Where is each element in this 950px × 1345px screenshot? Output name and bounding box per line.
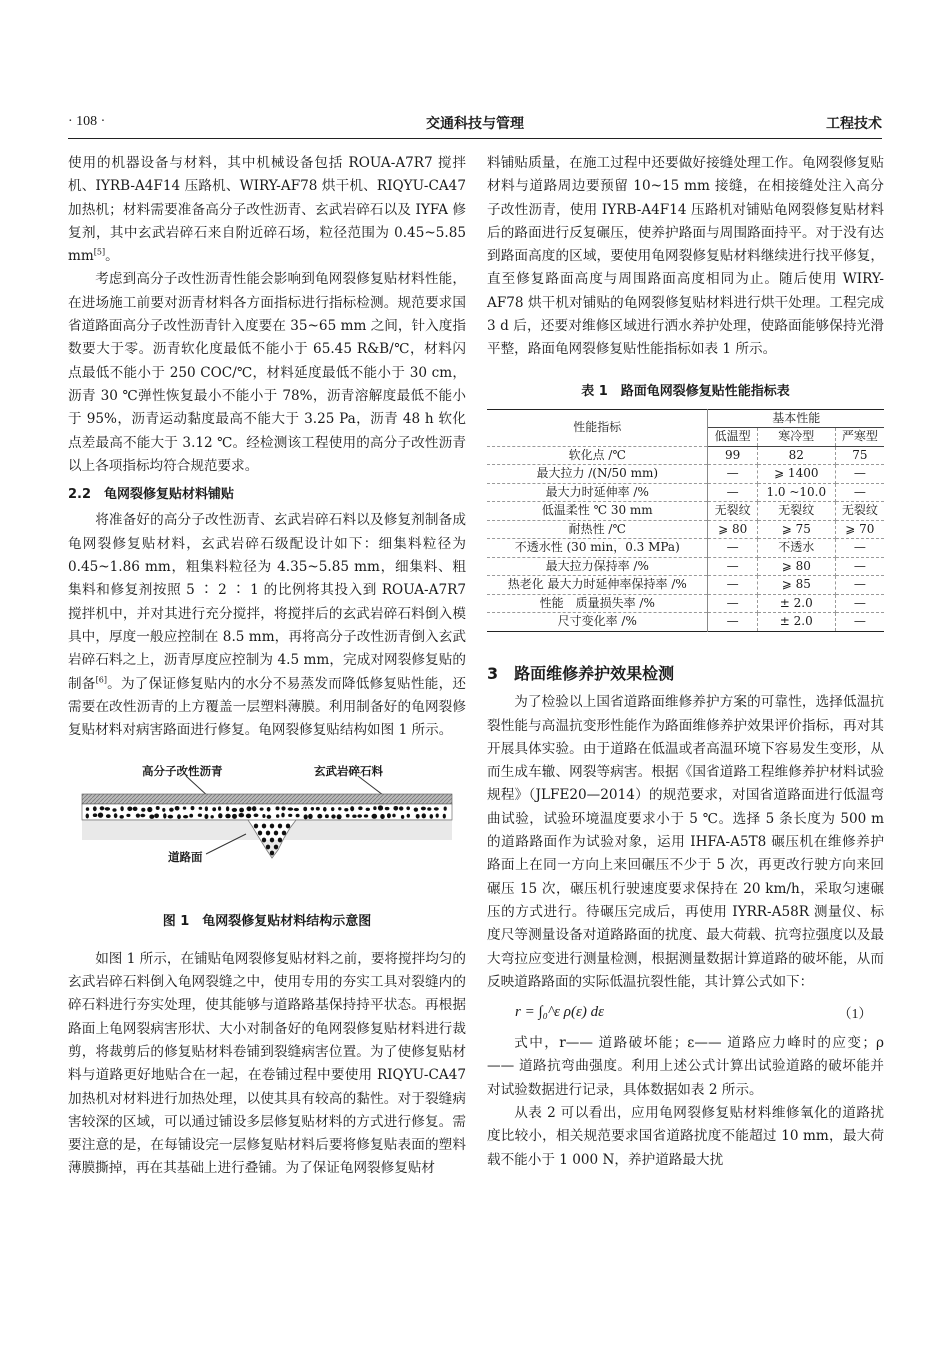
formula-1 [487, 998, 884, 1028]
gravel-stone [316, 807, 320, 811]
cell: — [835, 594, 884, 613]
cell-name: 性能 质量损失率 /% [487, 594, 708, 613]
cell: ⩾ 1400 [757, 465, 835, 484]
crack-stone [266, 845, 270, 850]
cell: — [835, 576, 884, 595]
gravel-stone [149, 815, 154, 819]
cell: — [708, 557, 757, 576]
gravel-stone [247, 807, 252, 812]
gravel-stone [276, 815, 279, 819]
gravel-stone [406, 807, 410, 811]
table-row [487, 576, 884, 595]
table-row [487, 594, 884, 613]
gravel-stone [308, 814, 313, 819]
paragraph: 考虑到高分子改性沥青性能会影响到龟网裂修复贴材料性能，在进场施工前要对沥青材料各方面指标进行指标检测。规范要求国省道路面高分子改性沥青针入度要在 35~65 mm 之间，针入度指数要大于零。沥青软化度最低不能小于 65.45 R&B/℃，材料闪点最低不能小于 250 COC/℃，材料延度最低不能小于 30 cm，沥青 30 ℃弹性恢复最小不能小于 78%，沥青溶解度最低不能小于 95%，沥青运动黏度最高不能大于 3.25 Pa，沥青 48 h 软化点差最高不能大于 3.12 ℃。经检测该工程使用的高分子改性沥青以上各项指标均符合规范要求。 [68, 271, 466, 474]
gravel-stone [246, 814, 251, 819]
gravel-stone [387, 814, 391, 819]
gravel-stone [444, 807, 447, 811]
section-heading: 3 路面维修养护效果检测 [487, 663, 675, 683]
gravel-stone [163, 814, 166, 819]
gravel-stone [364, 815, 368, 818]
paragraph-text: 使用的机器设备与材料，其中机械设备包括 ROUA-A7R7 搅拌机、IYRB-A4F14 压路机、WIRY-AF78 烘干机、RIQYU-CA47 加热机；材料需要准备高分子改性沥青、玄武岩碎石以及 IYFA 修复剂，其中玄武岩碎石来自附近碎石场，粒径范围为 0.45~5.85 mm [68, 155, 466, 265]
gravel-stone [211, 816, 214, 819]
gravel-stone [93, 807, 97, 812]
table-row [487, 557, 884, 576]
gravel-stone [126, 814, 130, 817]
crack-stone [270, 838, 274, 843]
paragraph: 如图 1 所示，在铺贴龟网裂修复贴材料之前，要将搅拌均匀的玄武岩碎石料倒入龟网裂缝之中，使用专用的夯实工具对裂缝内的碎石料进行夯实处理，使其能够与道路路基保持持平状态。再根据路面上龟网裂病害形状、大小对制备好的龟网裂修复贴材料进行裁剪，将裁剪后的修复贴材料卷铺到裂缝病害位置。为了使修复贴材料与道路更好地贴合在一起，在卷铺过程中要使用 RIQYU-CA47 加热机对材料进行加热处理，以使其具有较高的黏性。对于裂缝病害较深的区域，可以通过铺设多层修复贴材料的方式进行修复。需要注意的是，在每铺设完一层修复贴材料后要将修复贴表面的塑料薄膜撕掉，再在其基础上进行叠铺。为了保证龟网裂修复贴材 [68, 950, 466, 1177]
cell: — [835, 557, 884, 576]
gravel-stone [380, 814, 385, 819]
gravel-stone [422, 814, 426, 819]
gravel-stone [100, 807, 105, 811]
performance-table [487, 409, 884, 632]
gravel-stone [162, 808, 165, 812]
gravel-stone [366, 808, 370, 811]
asphalt-layer [82, 794, 452, 804]
gravel-stone [331, 815, 335, 819]
gravel-stone [120, 815, 124, 819]
cell-name: 热老化 最大力时延伸率保持率 /% [487, 576, 708, 595]
gravel-stone [338, 808, 341, 811]
gravel-stone [276, 807, 280, 811]
formula-number: （1） [838, 1006, 872, 1022]
table-row [487, 483, 884, 502]
paragraph: 从表 2 可以看出，应用龟网裂修复贴材料维修氧化的道路扰度比较小，相关规范要求国省道路扰度不能超过 10 mm，最大荷载不能小于 1 000 N，养护道路最大扰 [487, 1105, 884, 1168]
cell-name: 尺寸变化率 /% [487, 613, 708, 632]
gravel-stone [416, 814, 420, 819]
cell: 82 [757, 446, 835, 465]
gravel-stone [436, 814, 439, 818]
gravel-stone [141, 808, 145, 812]
paragraph [68, 152, 466, 268]
gravel-stone [156, 806, 160, 810]
gravel-stone [267, 815, 272, 819]
gravel-stone [218, 814, 222, 819]
gravel-stone [127, 807, 132, 812]
table-row [487, 520, 884, 539]
gravel-stone [86, 814, 89, 819]
cell: ⩾ 70 [835, 520, 884, 539]
gravel-stone [154, 814, 159, 819]
label-road-surface: 道路面 [168, 850, 203, 865]
gravel-stone [331, 808, 334, 812]
gravel-stone [294, 808, 299, 811]
cell-name: 最大拉力保持率 /% [487, 557, 708, 576]
gravel-stone [337, 815, 342, 820]
formula-expression: r = ∫₀^ε ρ(ε) dε [515, 1004, 605, 1021]
gravel-stone [177, 815, 181, 820]
figure-1 [68, 754, 466, 904]
gravel-stone [262, 814, 265, 818]
page-number: · 108 · [68, 114, 106, 129]
gravel-stone [427, 808, 431, 812]
gravel-stone [392, 814, 395, 818]
gravel-stone [399, 807, 403, 811]
header-severe-cold: 严寒型 [835, 428, 884, 447]
gravel-stone [323, 807, 327, 812]
gravel-stone [169, 808, 174, 812]
gravel-stone [218, 807, 221, 811]
label-asphalt: 高分子改性沥青 [142, 764, 223, 779]
gravel-stone [86, 808, 89, 812]
gravel-stone [325, 815, 329, 819]
cell: — [708, 613, 757, 632]
cell-name: 最大力时延伸率 /% [487, 483, 708, 502]
gravel-stone [303, 807, 307, 811]
gravel-stone [414, 808, 418, 812]
paragraph-text: 。 [105, 248, 119, 265]
crack-stone [258, 831, 262, 836]
gravel-stone [378, 806, 383, 811]
header-low-temp: 低温型 [708, 428, 757, 447]
gravel-stone [317, 814, 322, 819]
header-indicator: 性能指标 [487, 409, 708, 446]
crack-stone [254, 824, 258, 829]
cell-name: 耐热性 /℃ [487, 520, 708, 539]
gravel-stone [260, 808, 264, 811]
cell-name: 最大拉力 /(N/50 mm) [487, 465, 708, 484]
gravel-stone [226, 807, 229, 812]
gravel-stone [311, 807, 314, 811]
cell: — [835, 465, 884, 484]
cell: ± 2.0 [757, 613, 835, 632]
crack-stone [274, 831, 278, 836]
gravel-stone [147, 807, 152, 812]
cell: ⩾ 75 [757, 520, 835, 539]
cell: — [835, 483, 884, 502]
left-column [68, 152, 466, 1181]
crack-stone [270, 851, 274, 856]
gravel-stone [199, 807, 203, 810]
crack-stone [262, 824, 266, 829]
gravel-stone [358, 807, 362, 811]
gravel-stone [434, 808, 439, 811]
gravel-stone [225, 814, 230, 819]
paragraph: 式中，r—— 道路破坏能；ε—— 道路应力峰时的应变；ρ—— 道路抗弯曲强度。利用上述公式计算出试验道路的破坏能并对试验数据进行记录，具体数据如表 2 所示。 [487, 1035, 884, 1098]
cell: 75 [835, 446, 884, 465]
cell-name: 软化点 /℃ [487, 446, 708, 465]
cell: 无裂纹 [708, 502, 757, 521]
gravel-stone [443, 814, 446, 819]
gravel-stone [212, 808, 216, 812]
paragraph: 料铺贴质量，在施工过程中还要做好接缝处理工作。龟网裂修复贴材料与道路周边要预留 10~15 mm 接缝，在相接缝处注入高分子改性沥青，使用 IYRB-A4F14 压路机对铺贴龟网裂修复贴材料后的路面进行反复碾压，使养护路面与周围路面持平。对于没有达到路面高度的区域，要使用龟网裂修复贴材料继续进行找平修复，直至修复路面高度与周围路面高度相同为止。随后使用 WIRY-AF78 烘干机对铺贴的龟网裂修复贴材料进行烘干处理。工程完成 3 d 后，还要对维修区域进行洒水养护处理，使路面能够保持光滑平整，路面龟网裂修复贴性能指标如表 1 所示。 [487, 155, 884, 358]
label-basalt: 玄武岩碎石料 [314, 764, 383, 779]
cell: 无裂纹 [757, 502, 835, 521]
gravel-stone [407, 814, 410, 818]
gravel-stone [175, 806, 180, 811]
header-cold: 寒冷型 [757, 428, 835, 447]
crack-stone [286, 824, 290, 829]
gravel-stone [183, 807, 186, 810]
gravel-stone [288, 808, 293, 811]
cell: ⩾ 80 [757, 557, 835, 576]
gravel-stone [93, 814, 97, 818]
crack-stone [278, 824, 282, 829]
gravel-stone [189, 814, 193, 818]
paragraph: 为了检验以上国省道路面维修养护方案的可靠性，选择低温抗裂性能与高温抗变形性能作为路面维修养护效果评价指标，再对其开展具体实验。由于道路在低温或者高温环境下容易发生变形，从而生成车辙、网裂等病害。根据《国省道路工程维修养护材料试验规程》（JLFE20—2014）的规范要求，对国省道路面进行低温弯曲试验，试验环境温度要求小于 5 ℃。选择 5 条长度为 500 m 的道路路面作为试验对象，运用 IHFA-A5T8 碾压机在维修养护路面上在同一方向上来回碾压不少于 5 次，再更改行驶方向来回碾压 15 次，碾压机行驶速度要求保持在 20 km/h，采取匀速碾压的方式进行。待碾压完成后，再使用 IYRR-A58R 测量仪、标度尺等测量设备对道路路面的扰度、最大荷载、抗弯拉强度以及最大弯拉应变进行测量检测，根据测量数据计算道路的破坏能，从而反映道路路面的实际低温抗裂性能，其计算公式如下： [487, 694, 884, 990]
paragraph-text: 。为了保证修复贴内的水分不易蒸发而降低修复贴性能，还需要在改性沥青的上方覆盖一层塑料薄膜。利用制备好的龟网裂修复贴材料对病害路面进行修复。龟网裂修复贴结构如图 1 所示。 [68, 675, 467, 739]
cell: ± 2.0 [757, 594, 835, 613]
gravel-stone [114, 814, 118, 819]
cell: — [708, 483, 757, 502]
gravel-stone [232, 808, 237, 812]
gravel-stone [198, 814, 202, 817]
cell: 1.0 ~10.0 [757, 483, 835, 502]
paragraph-text: 将准备好的高分子改性沥青、玄武岩碎石料以及修复剂制备成龟网裂修复贴材料，玄武岩碎石级配设计如下：细集料粒径为 0.45~1.86 mm，粗集料粒径为 4.35~5.85 mm，细集料、粗集料和修复剂按照 5 ∶ 2 ∶ 1 的比例将其投入到 ROUA-A7R7 搅拌机中，并对其进行充分搅拌，将搅拌后的玄武岩碎石料倒入模具中，厚度一般应控制在 8.5 mm，再将高分子改性沥青倒入玄武岩碎石料之上，沥青厚度应控制为 4.5 mm，完成对网裂修复贴的制备 [68, 512, 466, 692]
crack-stone [266, 831, 270, 836]
cell: — [708, 539, 757, 558]
structure-diagram [68, 754, 466, 904]
cell: ⩾ 80 [708, 520, 757, 539]
gravel-stone [346, 814, 350, 818]
cell: ⩾ 85 [757, 576, 835, 595]
gravel-stone [357, 815, 362, 819]
gravel-stone [281, 807, 285, 811]
table-row [487, 613, 884, 632]
gravel-stone [252, 807, 256, 812]
crack-stone [274, 845, 278, 850]
gravel-stone [344, 808, 348, 811]
header-basic-performance: 基本性能 [708, 409, 884, 428]
crack-stone [270, 824, 274, 829]
road-surface [82, 820, 452, 858]
cell: — [708, 465, 757, 484]
citation: [6] [95, 675, 107, 684]
gravel-stone [183, 815, 188, 818]
citation: [5] [93, 247, 106, 257]
gravel-stone [372, 814, 378, 819]
table-row [487, 446, 884, 465]
gravel-stone [205, 807, 208, 812]
cell: — [835, 539, 884, 558]
gravel-stone [239, 813, 245, 817]
gravel-stone [373, 807, 376, 811]
gravel-stone [120, 807, 123, 812]
gravel-stone [232, 814, 237, 819]
gravel-stone [267, 807, 271, 812]
crack-stone [278, 838, 282, 843]
gravel-stone [430, 815, 434, 820]
figure-caption: 图 1 龟网裂修复贴材料结构示意图 [162, 914, 372, 930]
cell: — [708, 576, 757, 595]
gravel-stone [105, 808, 110, 812]
gravel-stone [254, 814, 259, 818]
crack-stone [262, 838, 266, 843]
journal-title: 交通科技与管理 [426, 116, 524, 132]
gravel-stone [421, 807, 426, 811]
gravel-stone [296, 814, 300, 818]
gravel-stone [133, 807, 138, 811]
section-name: 工程技术 [826, 116, 882, 132]
gravel-stone [352, 815, 356, 818]
gravel-stone [106, 815, 111, 819]
gravel-stone [168, 815, 173, 819]
gravel-stone [112, 809, 116, 813]
gravel-stone [350, 807, 354, 812]
cell-name: 不透水性 (30 min，0.3 MPa) [487, 539, 708, 558]
gravel-stone [140, 814, 145, 817]
cell: 不透水 [757, 539, 835, 558]
gravel-stone [281, 813, 284, 818]
gravel-stone [288, 814, 292, 817]
right-column [487, 152, 884, 1172]
crack-stone [282, 831, 286, 836]
table-caption: 表 1 路面龟网裂修复贴性能指标表 [581, 383, 790, 399]
gravel-stone [136, 814, 140, 818]
gravel-stone [239, 808, 244, 813]
cell: — [708, 594, 757, 613]
gravel-stone [385, 807, 390, 810]
cell: 99 [708, 446, 757, 465]
paragraph [68, 509, 466, 742]
table-row [487, 465, 884, 484]
cell-name: 低温柔性 ℃ 30 mm [487, 502, 708, 521]
subsection-heading: 2.2 龟网裂修复贴材料铺贴 [68, 487, 235, 503]
gravel-stone [393, 806, 398, 811]
gravel-stone [304, 815, 308, 820]
gravel-stone [98, 813, 103, 818]
table-row [487, 539, 884, 558]
cell: 无裂纹 [835, 502, 884, 521]
gravel-stone [204, 814, 208, 819]
table-row [487, 502, 884, 521]
gravel-stone [191, 806, 195, 810]
page-header [68, 112, 882, 139]
cell: — [853, 614, 866, 629]
gravel-stone [401, 815, 404, 819]
